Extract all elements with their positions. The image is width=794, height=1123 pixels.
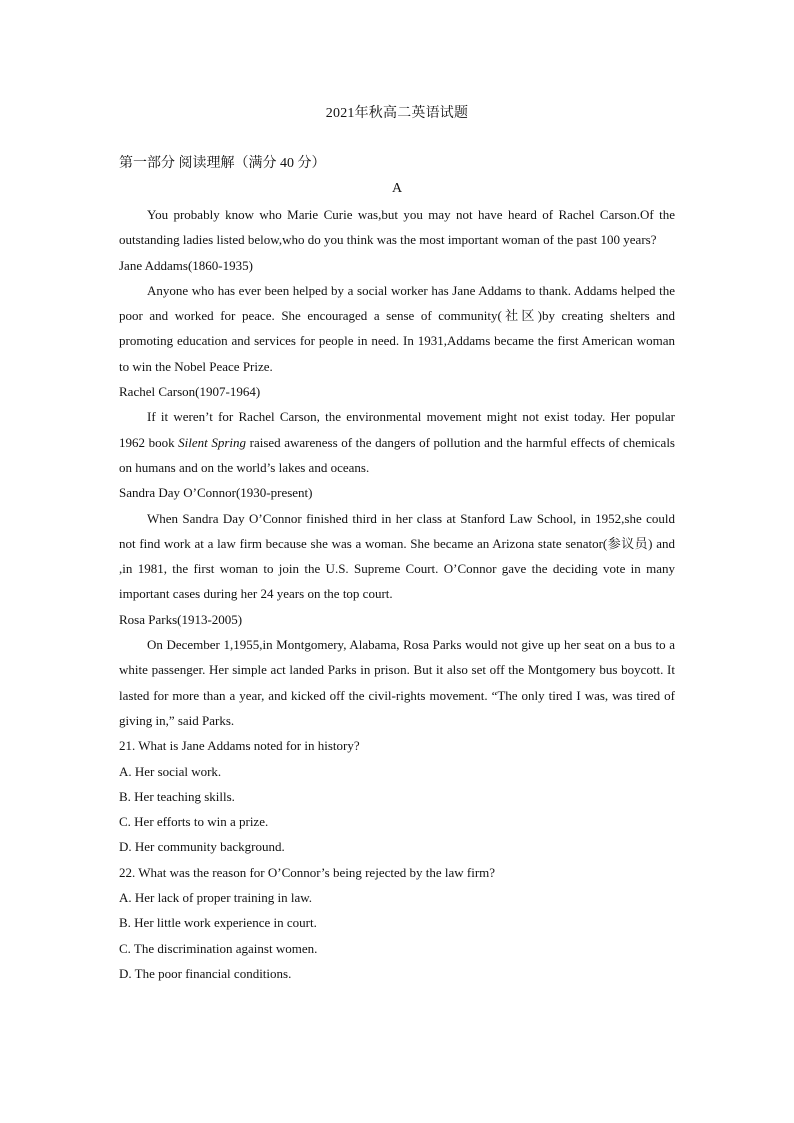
carson-text-after: raised awareness of the dangers of pollution and the harmful effects of chemicals on humans and on the world’s lakes and oceans. — [119, 434, 675, 475]
option-21d: D. Her community background. — [119, 839, 285, 855]
passage-intro: You probably know who Marie Curie was,but you may not have heard of Rachel Carson.Of the outstanding ladies listed below,who do you think was the most important woman of the past 100 years? — [119, 207, 675, 248]
person-name-carson: Rachel Carson(1907-1964) — [119, 384, 261, 400]
person-name-addams: Jane Addams(1860-1935) — [119, 257, 253, 273]
section-heading: 第一部分 阅读理解（满分 40 分） — [119, 156, 326, 171]
option-22a: A. Her lack of proper training in law. — [119, 890, 313, 906]
option-22c: C. The discrimination against women. — [119, 940, 318, 956]
person-name-oconnor: Sandra Day O’Connor(1930-present) — [119, 485, 313, 501]
exam-title: 2021年秋高二英语试题 — [325, 106, 469, 121]
option-22b: B. Her little work experience in court. — [119, 915, 317, 931]
option-22d: D. The poor financial conditions. — [119, 965, 292, 981]
person-text-carson — [119, 404, 675, 480]
option-21a: A. Her social work. — [119, 763, 222, 779]
book-title: Silent Spring — [178, 434, 247, 450]
question-22: 22. What was the reason for O’Connor’s being rejected by the law firm? — [119, 864, 496, 880]
question-21: 21. What is Jane Addams noted for in history? — [119, 738, 360, 754]
person-text-oconnor: When Sandra Day O’Connor finished third in her class at Stanford Law School, in 1952,she could not find work at a law firm because she was a woman. She became an Arizona state senator(参议员) and ,in 1981, the first woman to join the U.S. Supreme Court. O’Connor gave the deciding vote in many important cases during her 24 years on the top court. — [119, 510, 675, 602]
carson-text-before: If it weren’t for Rachel Carson, the environmental movement might not exist today. Her popular 1962 book — [119, 409, 675, 450]
passage-label: A — [391, 181, 403, 196]
person-name-parks: Rosa Parks(1913-2005) — [119, 611, 243, 627]
option-21c: C. Her efforts to win a prize. — [119, 814, 269, 830]
person-text-addams: Anyone who has ever been helped by a social worker has Jane Addams to thank. Addams helped the poor and worked for peace. She encouraged a sense of community(社区)by creating shelters and promoting education and services for people in need. In 1931,Addams became the first American woman to win the Nobel Peace Prize. — [119, 282, 675, 374]
person-text-parks: On December 1,1955,in Montgomery, Alabama, Rosa Parks would not give up her seat on a bus to a white passenger. Her simple act landed Parks in prison. But it also set off the Montgomery bus boycott. It lasted for more than a year, and kicked off the civil-rights movement. “The only tired I was, was tired of giving in,” said Parks. — [119, 637, 675, 728]
option-21b: B. Her teaching skills. — [119, 788, 235, 804]
